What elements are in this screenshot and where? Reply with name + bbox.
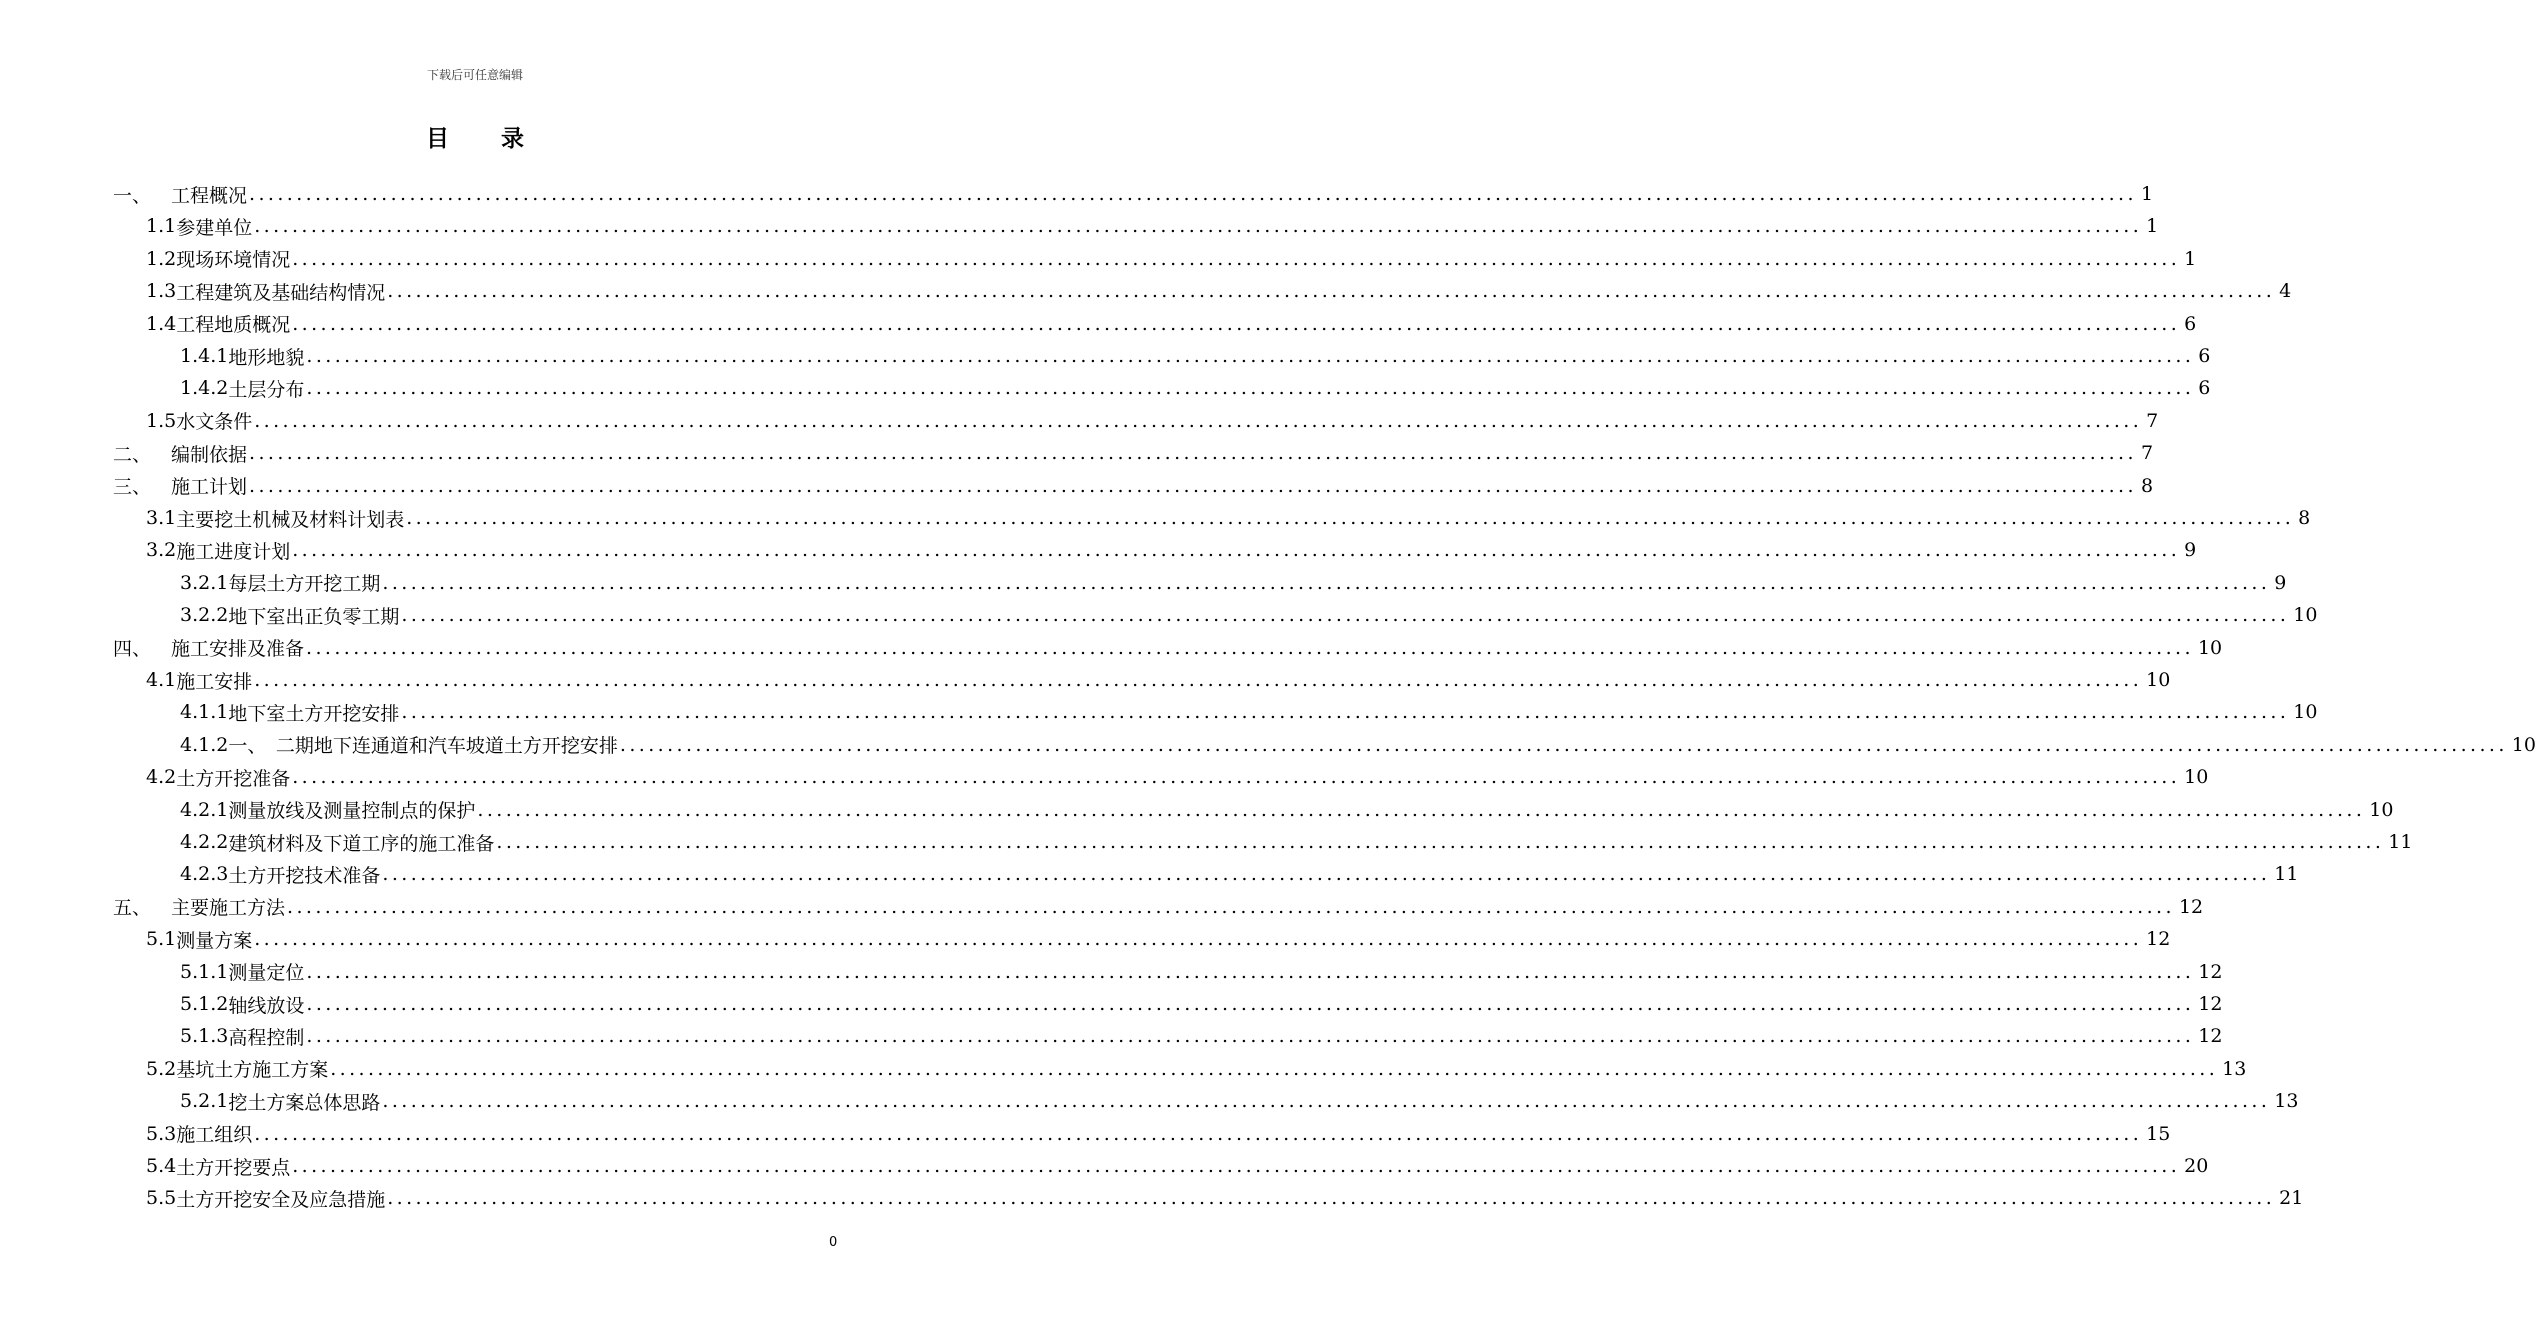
toc-entry-number: 1.2: [146, 247, 177, 270]
toc-entry-page: 10: [2293, 604, 2318, 627]
toc-entry-label: 一、 二期地下连通道和汽车坡道土方开挖安排: [228, 735, 618, 758]
toc-entry[interactable]: [113, 437, 2154, 469]
toc-entry-label: 施工进度计划: [176, 540, 291, 563]
toc-leader-dots: ........................................................................................................................................................................................................: [249, 442, 2137, 465]
toc-entry-number: 5.1: [146, 928, 177, 951]
toc-entry-number: 4.1: [146, 669, 177, 691]
toc-entry-page: 1: [2184, 247, 2197, 270]
toc-leader-dots: ........................................................................................................................................................................................................: [254, 215, 2143, 238]
toc-entry-number: 3.1: [146, 507, 177, 529]
toc-entry[interactable]: [180, 372, 2211, 404]
toc-entry-label: 建筑材料及下道工序的施工准备: [228, 832, 495, 855]
toc-entry[interactable]: [146, 405, 2159, 437]
toc-entry[interactable]: [180, 1020, 2223, 1052]
toc-entry-page: 12: [2198, 993, 2223, 1015]
toc-entry-label: 主要挖土机械及材料计划表: [176, 508, 405, 531]
toc-leader-dots: ........................................................................................................................................................................................................: [401, 604, 2290, 627]
toc-entry-label: 地形地貌: [228, 346, 305, 369]
toc-entry-label: 编制依据: [171, 443, 248, 466]
toc-leader-dots: ........................................................................................................................................................................................................: [249, 183, 2137, 205]
toc-entry-number: 1.4: [146, 312, 177, 335]
toc-entry[interactable]: [146, 1182, 2304, 1214]
toc-entry-label: 现场环境情况: [176, 249, 291, 272]
toc-entry-number: 5.2.1: [180, 1090, 229, 1113]
toc-entry-label: 参建单位: [176, 216, 253, 239]
toc-entry-label: 土方开挖技术准备: [228, 864, 381, 887]
toc-entry-number: 1.4.1: [180, 345, 229, 367]
toc-entry-page: 11: [2274, 863, 2299, 886]
toc-entry[interactable]: [146, 534, 2197, 566]
toc-entry[interactable]: [180, 956, 2223, 988]
toc-entry-number: 3.2.1: [180, 571, 229, 594]
toc-leader-dots: ........................................................................................................................................................................................................: [306, 1025, 2195, 1048]
toc-entry-label: 施工安排及准备: [171, 638, 305, 661]
toc-entry-number: 4.1.2: [180, 733, 229, 756]
toc-entry-number: 4.1.1: [180, 701, 229, 724]
toc-leader-dots: ........................................................................................................................................................................................................: [306, 377, 2195, 400]
toc-entry-page: 13: [2222, 1057, 2247, 1080]
toc-entry-number: 5.5: [146, 1187, 177, 1210]
toc-entry-label: 主要施工方法: [171, 897, 286, 920]
toc-entry[interactable]: [180, 826, 2413, 858]
toc-leader-dots: ........................................................................................................................................................................................................: [387, 1187, 2276, 1210]
toc-entry-label: 基坑土方施工方案: [176, 1059, 329, 1082]
toc-leader-dots: ........................................................................................................................................................................................................: [306, 345, 2195, 367]
toc-entry-label: 轴线放设: [228, 994, 305, 1017]
toc-entry-page: 6: [2198, 377, 2211, 400]
toc-entry-label: 施工计划: [171, 476, 248, 499]
toc-entry[interactable]: [180, 988, 2223, 1020]
toc-entry[interactable]: [113, 891, 2204, 923]
toc-entry-label: 施工安排: [176, 670, 253, 693]
toc-entry-page: 10: [2146, 669, 2171, 691]
toc-entry-page: 1: [2146, 215, 2159, 238]
toc-entry-number: 5.1.2: [180, 993, 229, 1015]
toc-leader-dots: ........................................................................................................................................................................................................: [254, 409, 2143, 432]
toc-leader-dots: ........................................................................................................................................................................................................: [292, 766, 2181, 789]
toc-entry[interactable]: [180, 1085, 2299, 1117]
toc-entry[interactable]: [146, 502, 2311, 534]
toc-entry-page: 10: [2197, 636, 2223, 659]
toc-leader-dots: ........................................................................................................................................................................................................: [382, 571, 2271, 594]
toc-entry-page: 12: [2198, 1025, 2223, 1048]
toc-entry-label: 土方开挖要点: [176, 1156, 291, 1179]
toc-entry[interactable]: [180, 858, 2299, 890]
toc-leader-dots: ........................................................................................................................................................................................................: [477, 798, 2366, 821]
toc-entry-page: 11: [2388, 831, 2413, 853]
toc-entry[interactable]: [146, 243, 2197, 275]
toc-entry-number: 1.5: [146, 409, 177, 432]
toc-entry-number: 一、: [113, 184, 152, 207]
toc-entry-label: 施工组织: [176, 1124, 253, 1147]
toc-entry[interactable]: [146, 308, 2197, 340]
toc-entry-number: 5.3: [146, 1122, 177, 1145]
page-number: 0: [829, 1235, 838, 1250]
toc-leader-dots: ........................................................................................................................................................................................................: [254, 669, 2143, 691]
toc-entry-page: 10: [2293, 701, 2318, 724]
toc-leader-dots: ........................................................................................................................................................................................................: [306, 993, 2195, 1015]
toc-entry-number: 5.2: [146, 1057, 177, 1080]
toc-entry-label: 水文条件: [176, 411, 253, 434]
toc-leader-dots: ........................................................................................................................................................................................................: [292, 539, 2181, 562]
toc-entry-number: 3.2: [146, 539, 177, 562]
toc-entry-number: 1.1: [146, 215, 177, 238]
toc-entry-page: 10: [2511, 733, 2536, 756]
toc-leader-dots: ........................................................................................................................................................................................................: [406, 507, 2295, 529]
toc-leader-dots: ........................................................................................................................................................................................................: [382, 863, 2271, 886]
toc-entry-label: 地下室出正负零工期: [228, 605, 400, 628]
toc-entry-page: 6: [2198, 345, 2211, 367]
toc-entry[interactable]: [146, 923, 2171, 955]
toc-entry-number: 四、: [113, 638, 152, 661]
toc-entry-page: 12: [2146, 928, 2171, 951]
toc-entry[interactable]: [146, 761, 2209, 793]
toc-entry-page: 7: [2140, 442, 2154, 465]
toc-leader-dots: ........................................................................................................................................................................................................: [619, 733, 2508, 756]
toc-entry-page: 4: [2279, 280, 2292, 303]
toc-entry-label: 土方开挖安全及应急措施: [176, 1188, 386, 1211]
toc-entry-label: 工程地质概况: [176, 314, 291, 337]
toc-leader-dots: ........................................................................................................................................................................................................: [292, 1155, 2181, 1177]
toc-entry[interactable]: [146, 275, 2292, 307]
toc-entry-number: 5.1.1: [180, 960, 229, 983]
toc-entry-page: 9: [2184, 539, 2197, 562]
toc-entry[interactable]: [180, 696, 2318, 728]
toc-entry-page: 8: [2140, 474, 2154, 497]
toc-entry[interactable]: [180, 340, 2211, 372]
toc-entry[interactable]: [146, 1053, 2247, 1085]
toc-entry-page: 8: [2298, 507, 2311, 529]
toc-entry[interactable]: [113, 178, 2154, 210]
toc-entry-number: 3.2.2: [180, 604, 229, 627]
toc-entry-number: 5.1.3: [180, 1025, 229, 1048]
toc-entry-page: 9: [2274, 571, 2287, 594]
toc-entry-number: 4.2.1: [180, 798, 229, 821]
toc-leader-dots: ........................................................................................................................................................................................................: [382, 1090, 2271, 1113]
toc-leader-dots: ........................................................................................................................................................................................................: [287, 895, 2175, 918]
toc-leader-dots: ........................................................................................................................................................................................................: [496, 831, 2385, 853]
toc-leader-dots: ........................................................................................................................................................................................................: [249, 474, 2137, 497]
toc-leader-dots: ........................................................................................................................................................................................................: [292, 247, 2181, 270]
toc-entry-label: 测量方案: [176, 929, 253, 952]
toc-entry-page: 12: [2198, 960, 2223, 983]
toc-entry-label: 测量放线及测量控制点的保护: [228, 800, 476, 823]
toc-leader-dots: ........................................................................................................................................................................................................: [387, 280, 2276, 303]
toc-entry[interactable]: [146, 664, 2171, 696]
toc-entry-page: 21: [2279, 1187, 2304, 1210]
toc-entry-number: 二、: [113, 443, 152, 466]
toc-entry-page: 6: [2184, 312, 2197, 335]
toc-entry-page: 10: [2184, 766, 2209, 789]
toc-entry[interactable]: [146, 1118, 2171, 1150]
toc-entry[interactable]: [180, 599, 2318, 631]
toc-entry-number: 4.2.3: [180, 863, 229, 886]
toc-entry-number: 4.2.2: [180, 831, 229, 853]
toc-entry-label: 工程建筑及基础结构情况: [176, 281, 386, 304]
header-note: 下载后可任意编辑: [426, 68, 523, 82]
toc-entry-label: 工程概况: [171, 184, 248, 207]
toc-entry-label: 高程控制: [228, 1026, 305, 1049]
toc-entry-number: 1.4.2: [180, 377, 229, 400]
toc-entry-page: 10: [2369, 798, 2394, 821]
toc-entry-label: 每层土方开挖工期: [228, 573, 381, 596]
page-title: 目 录: [425, 126, 546, 152]
toc-entry-page: 7: [2146, 409, 2159, 432]
toc-entry-number: 三、: [113, 476, 152, 499]
toc-leader-dots: ........................................................................................................................................................................................................: [330, 1057, 2219, 1080]
toc-entry-label: 土层分布: [228, 378, 305, 401]
toc-leader-dots: ........................................................................................................................................................................................................: [254, 1122, 2143, 1145]
toc-leader-dots: ........................................................................................................................................................................................................: [292, 312, 2181, 335]
toc-leader-dots: ........................................................................................................................................................................................................: [306, 636, 2194, 659]
toc-entry[interactable]: [113, 470, 2154, 502]
toc-leader-dots: ........................................................................................................................................................................................................: [401, 701, 2290, 724]
toc-entry-label: 土方开挖准备: [176, 767, 291, 790]
toc-entry-label: 挖土方案总体思路: [228, 1091, 381, 1114]
toc-entry-number: 4.2: [146, 766, 177, 789]
toc-entry-page: 12: [2178, 895, 2204, 918]
toc-entry-page: 15: [2146, 1122, 2171, 1145]
toc-entry[interactable]: [180, 729, 2536, 761]
toc-leader-dots: ........................................................................................................................................................................................................: [306, 960, 2195, 983]
toc-entry-page: 13: [2274, 1090, 2299, 1113]
toc-entry-page: 20: [2184, 1155, 2209, 1177]
toc-entry[interactable]: [146, 1150, 2209, 1182]
toc-entry-number: 1.3: [146, 280, 177, 303]
toc-entry[interactable]: [180, 794, 2394, 826]
toc-leader-dots: ........................................................................................................................................................................................................: [254, 928, 2143, 951]
toc-entry-label: 地下室土方开挖安排: [228, 702, 400, 725]
toc-entry-number: 五、: [113, 897, 152, 920]
toc-entry-page: 1: [2140, 183, 2154, 205]
toc-entry[interactable]: [146, 210, 2159, 242]
toc-entry-label: 测量定位: [228, 962, 305, 985]
toc-entry[interactable]: [113, 632, 2223, 664]
toc-entry[interactable]: [180, 567, 2287, 599]
toc-entry-number: 5.4: [146, 1155, 177, 1177]
